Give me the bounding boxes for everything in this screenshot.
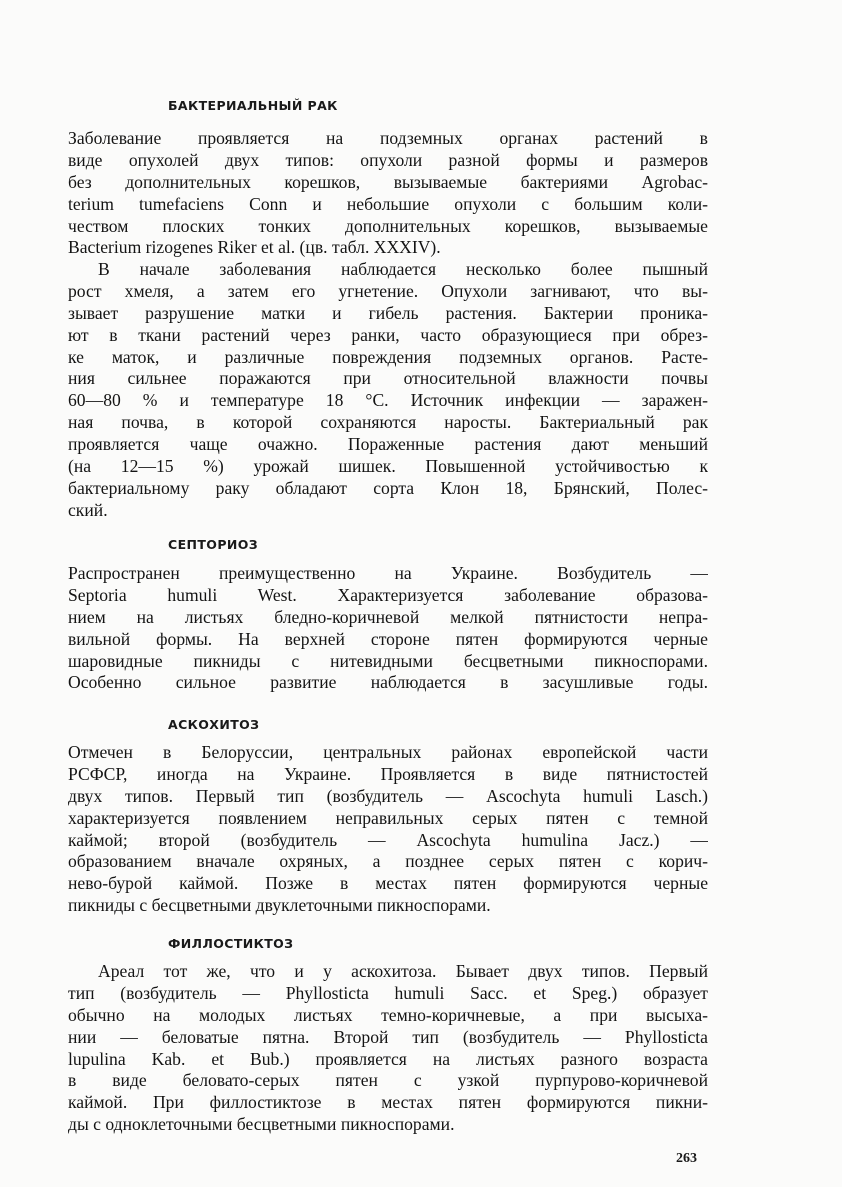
- text-line: РСФСР, иногда на Украине. Проявляется в виде пятнистостей: [68, 763, 708, 784]
- text-line: рост хмеля, а затем его угнетение. Опухоли загнивают, что вы-: [68, 280, 708, 301]
- text-line: без дополнительных корешков, вызываемые бактериями Agrobac-: [68, 171, 708, 192]
- text-line: вильной формы. На верхней стороне пятен формируются черные: [68, 628, 708, 649]
- text-line: каймой; второй (возбудитель — Ascochyta humulina Jacz.) —: [68, 829, 708, 850]
- text-line: обычно на молодых листьях темно-коричневые, а при высыха-: [68, 1004, 708, 1025]
- text-line: образованием вначале охряных, а позднее серых пятен с корич-: [68, 851, 708, 872]
- text-line: terium tumefaciens Conn и небольшие опухоли с большим коли-: [68, 193, 708, 214]
- text-line: виде опухолей двух типов: опухоли разной формы и размеров: [68, 149, 708, 170]
- text-line: в виде беловато-серых пятен с узкой пурпурово-коричневой: [68, 1070, 708, 1091]
- text-line: шаровидные пикниды с нитевидными бесцветными пикноспорами.: [68, 650, 708, 671]
- text-line: В начале заболевания наблюдается несколько более пышный: [98, 259, 708, 279]
- text-line: тип (возбудитель — Phyllosticta humuli Sacc. et Speg.) образует: [68, 982, 708, 1003]
- text-line: Bacterium rizogenes Riker et al. (цв. табл. XXXIV).: [68, 237, 441, 258]
- text-line: 60—80 % и температуре 18 °C. Источник инфекции — заражен-: [68, 390, 708, 411]
- text-line: нии — беловатые пятна. Второй тип (возбудитель — Phyllosticta: [68, 1026, 708, 1047]
- text-line: ют в ткани растений через ранки, часто образующиеся при обрез-: [68, 324, 708, 345]
- text-line: Septoria humuli West. Характеризуется заболевание образова-: [68, 584, 708, 605]
- text-line: ке маток, и различные повреждения подземных органов. Расте-: [68, 346, 708, 367]
- text-line: бактериальному раку обладают сорта Клон 18, Брянский, Полес-: [68, 477, 708, 498]
- section-heading-bacterial-cancer: БАКТЕРИАЛЬНЫЙ РАК: [168, 98, 338, 113]
- text-line: ды с одноклеточными бесцветными пикноспорами.: [68, 1114, 455, 1135]
- section-heading-septoria: СЕПТОРИОЗ: [168, 537, 259, 552]
- text-line: Ареал тот же, что и у аскохитоза. Бывает двух типов. Первый: [98, 961, 708, 981]
- text-line: ский.: [68, 499, 108, 520]
- text-line: зывает разрушение матки и гибель растения. Бактерии проника-: [68, 302, 708, 323]
- text-line: двух типов. Первый тип (возбудитель — Ascochyta humuli Lasch.): [68, 785, 708, 806]
- section-heading-ascochyta: АСКОХИТОЗ: [168, 717, 260, 732]
- text-line: каймой. При филлостиктозе в местах пятен формируются пикни-: [68, 1092, 708, 1113]
- text-line: Распространен преимущественно на Украине. Возбудитель —: [68, 563, 708, 583]
- text-line: Особенно сильное развитие наблюдается в засушливые годы.: [68, 672, 708, 693]
- paragraph-ascochyta: [68, 742, 708, 917]
- paragraph-bacterial-cancer-1: [68, 128, 708, 259]
- text-line: нием на листьях бледно-коричневой мелкой пятнистости непра-: [68, 606, 708, 627]
- text-line: lupulina Kab. et Bub.) проявляется на листьях разного возраста: [68, 1048, 708, 1069]
- text-line: нево-бурой каймой. Позже в местах пятен формируются черные: [68, 873, 708, 894]
- paragraph-phyllosticta: [68, 961, 708, 1136]
- paragraph-septoria: [68, 563, 708, 694]
- page-number: 263: [676, 1151, 697, 1166]
- text-line: проявляется чаще очажно. Пораженные растения дают меньший: [68, 434, 708, 455]
- text-line: Заболевание проявляется на подземных органах растений в: [68, 128, 708, 148]
- text-line: чеством плоских тонких дополнительных корешков, вызываемые: [68, 215, 708, 236]
- text-line: характеризуется появлением неправильных серых пятен с темной: [68, 807, 708, 828]
- section-heading-phyllosticta: ФИЛЛОСТИКТОЗ: [168, 936, 294, 951]
- paragraph-bacterial-cancer-2: [68, 259, 708, 522]
- text-line: (на 12—15 %) урожай шишек. Повышенной устойчивостью к: [68, 456, 708, 477]
- text-line: ная почва, в которой сохраняются наросты. Бактериальный рак: [68, 412, 708, 433]
- text-line: Отмечен в Белоруссии, центральных районах европейской части: [68, 742, 708, 762]
- text-line: пикниды с бесцветными двуклеточными пикноспорами.: [68, 895, 491, 916]
- text-line: ния сильнее поражаются при относительной влажности почвы: [68, 368, 708, 389]
